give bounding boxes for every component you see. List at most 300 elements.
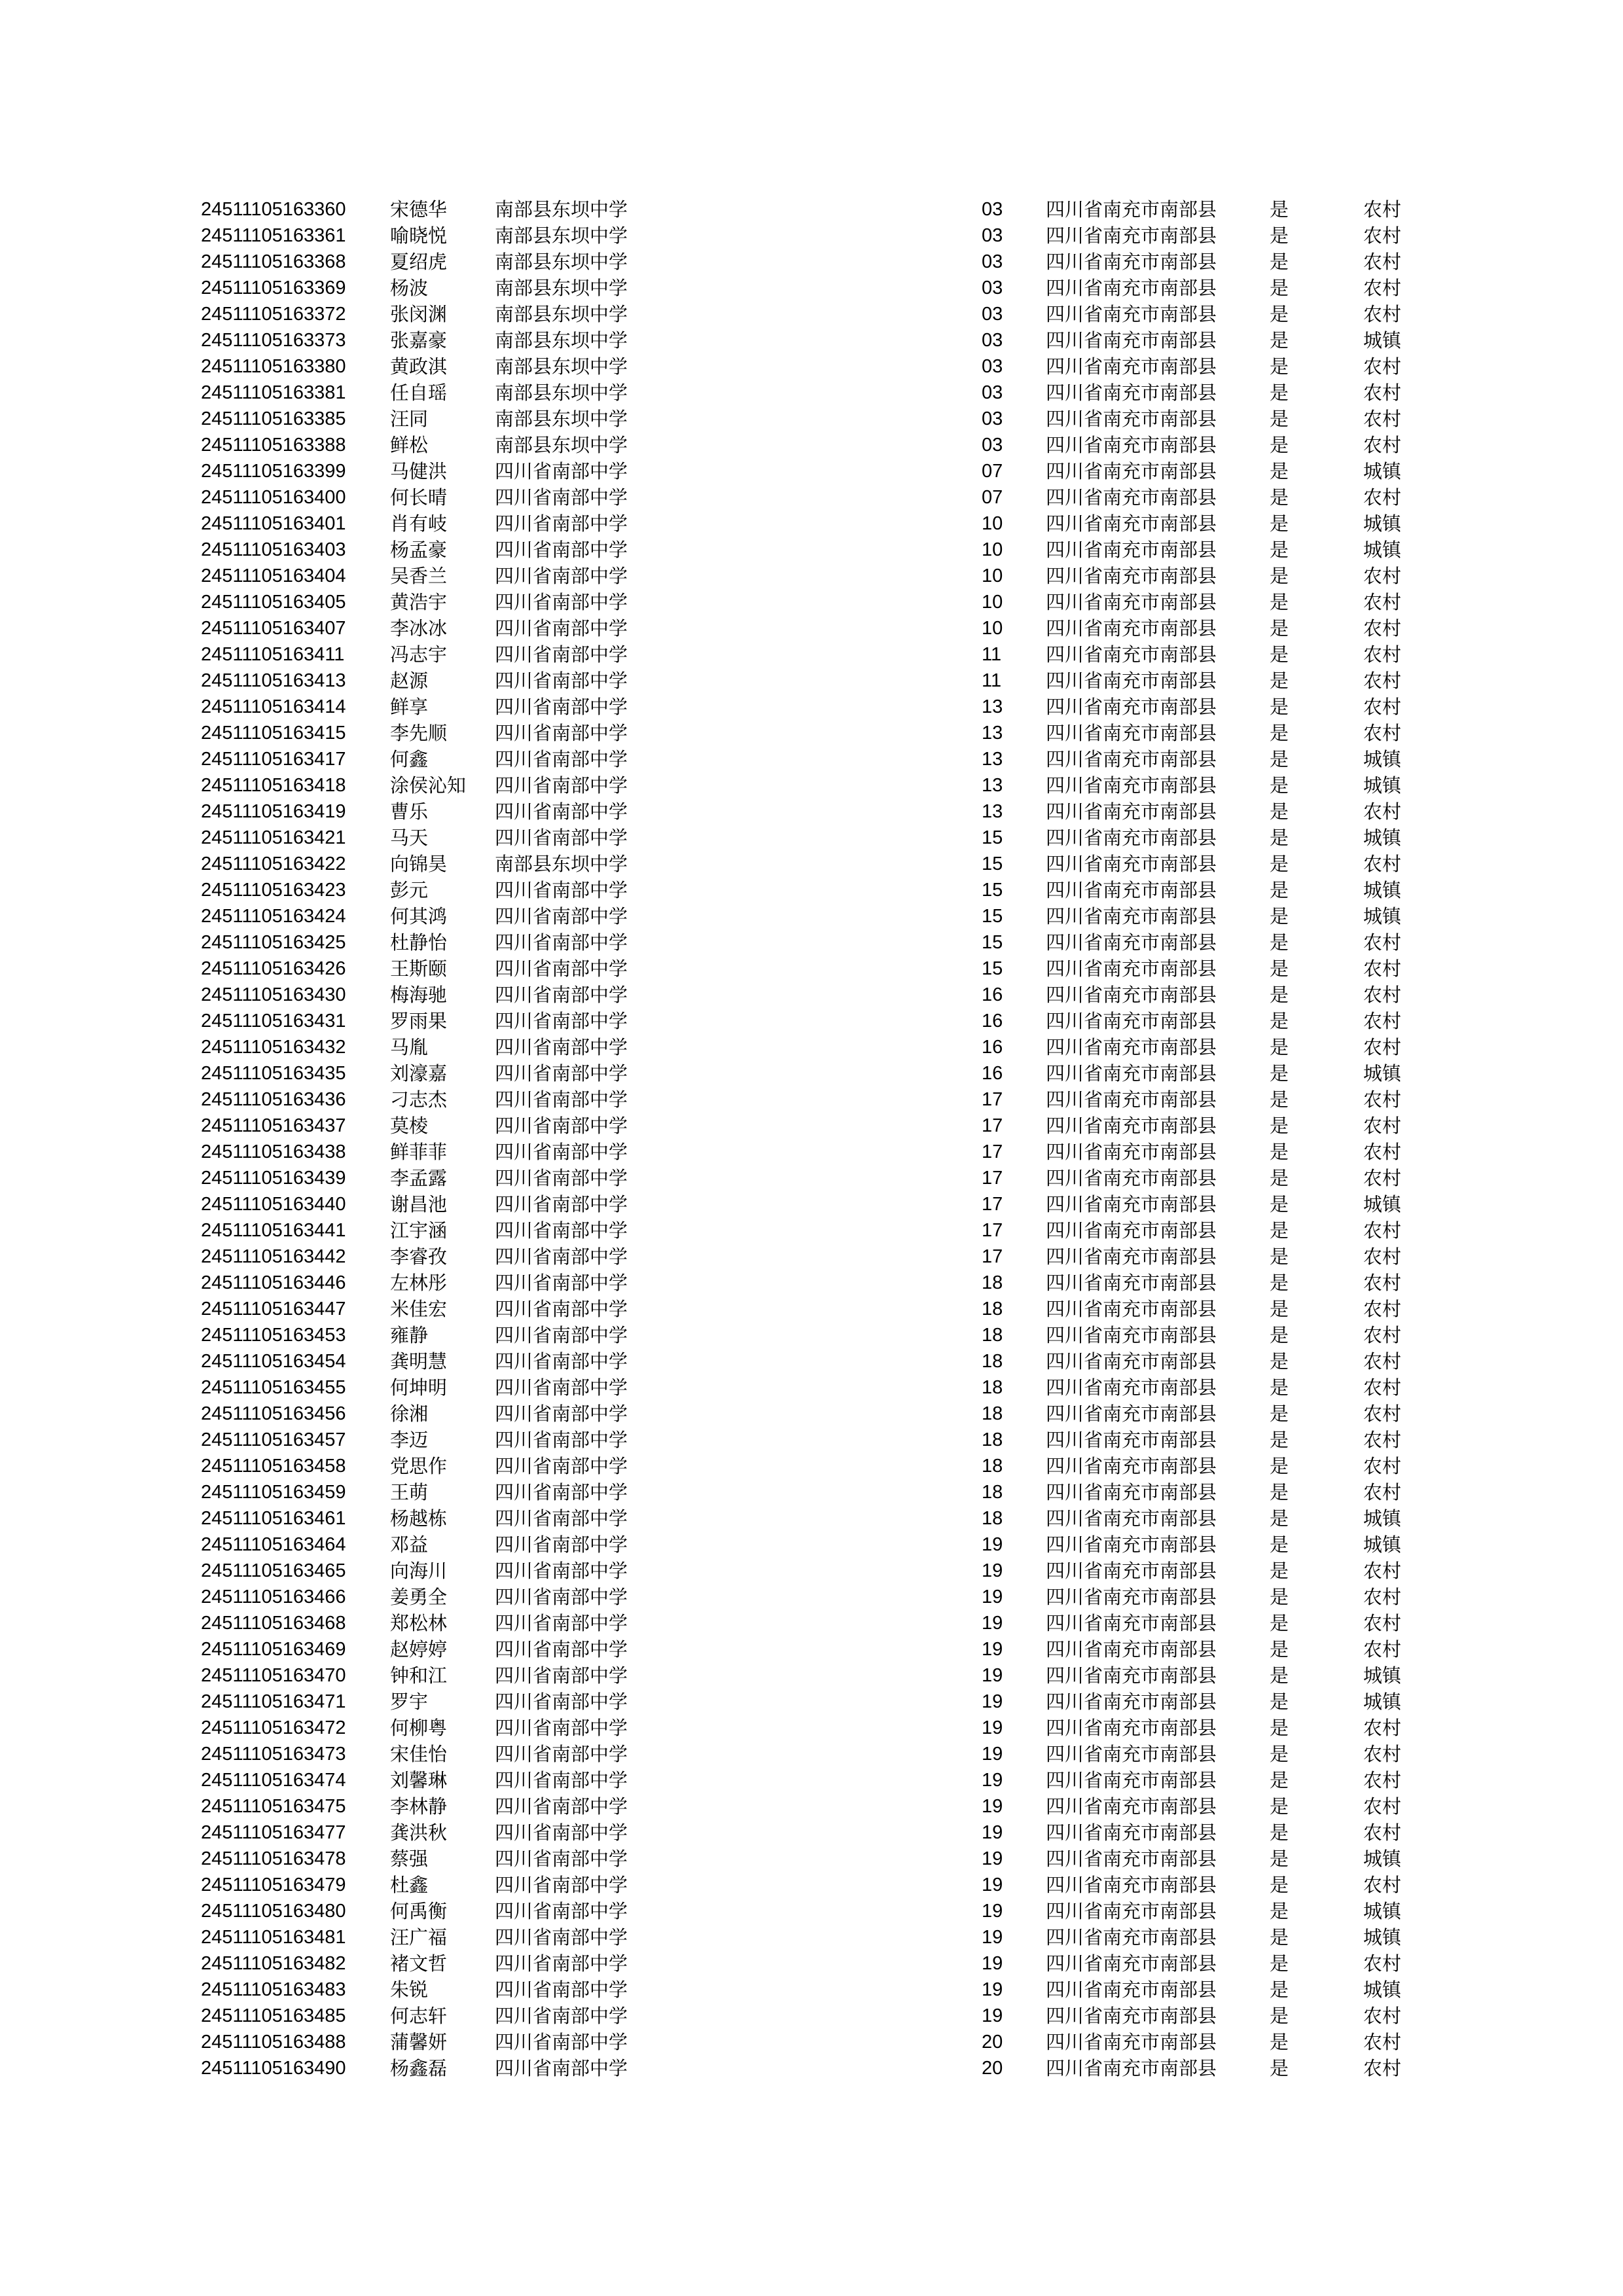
residence-type-cell: 农村	[1363, 1717, 1402, 1739]
table-row	[0, 1610, 1623, 1636]
region-cell: 四川省南充市南部县	[1046, 1036, 1217, 1058]
table-row	[0, 1977, 1623, 2003]
school-name-cell: 四川省南部中学	[495, 1246, 628, 1268]
table-row	[0, 1113, 1623, 1139]
table-row	[0, 1950, 1623, 1977]
student-name-cell: 赵源	[390, 670, 429, 692]
flag-cell: 是	[1270, 434, 1289, 456]
region-cell: 四川省南充市南部县	[1046, 1979, 1217, 2001]
region-cell: 四川省南充市南部县	[1046, 905, 1217, 927]
residence-type-cell: 农村	[1363, 408, 1402, 430]
region-cell: 四川省南充市南部县	[1046, 591, 1217, 613]
student-id-cell: 24511105163474	[201, 1770, 346, 1791]
flag-cell: 是	[1270, 643, 1289, 666]
residence-type-cell: 城镇	[1363, 1848, 1402, 1870]
flag-cell: 是	[1270, 696, 1289, 718]
region-cell: 四川省南充市南部县	[1046, 1429, 1217, 1451]
region-cell: 四川省南充市南部县	[1046, 1141, 1217, 1163]
student-id-cell: 24511105163423	[201, 880, 346, 901]
table-row	[0, 327, 1623, 353]
student-id-cell: 24511105163442	[201, 1246, 346, 1267]
student-name-cell: 杨越栋	[390, 1507, 448, 1530]
student-id-cell: 24511105163477	[201, 1822, 346, 1843]
school-name-cell: 四川省南部中学	[495, 1088, 628, 1111]
table-row	[0, 537, 1623, 563]
student-id-cell: 24511105163482	[201, 1953, 346, 1974]
school-name-cell: 四川省南部中学	[495, 670, 628, 692]
table-row	[0, 956, 1623, 982]
flag-cell: 是	[1270, 1795, 1289, 1818]
school-name-cell: 南部县东坝中学	[495, 251, 628, 273]
table-row	[0, 1008, 1623, 1034]
student-name-cell: 张闵渊	[390, 303, 448, 325]
residence-type-cell: 农村	[1363, 224, 1402, 247]
class-number-cell: 15	[982, 827, 1003, 848]
flag-cell: 是	[1270, 774, 1289, 797]
student-name-cell: 钟和江	[390, 1664, 448, 1687]
table-row	[0, 929, 1623, 956]
region-cell: 四川省南充市南部县	[1046, 931, 1217, 954]
flag-cell: 是	[1270, 800, 1289, 823]
student-id-cell: 24511105163459	[201, 1482, 346, 1503]
school-name-cell: 四川省南部中学	[495, 696, 628, 718]
flag-cell: 是	[1270, 251, 1289, 273]
region-cell: 四川省南充市南部县	[1046, 853, 1217, 875]
school-name-cell: 四川省南部中学	[495, 460, 628, 482]
student-id-cell: 24511105163464	[201, 1534, 346, 1555]
residence-type-cell: 农村	[1363, 853, 1402, 875]
region-cell: 四川省南充市南部县	[1046, 1010, 1217, 1032]
school-name-cell: 四川省南部中学	[495, 1507, 628, 1530]
school-name-cell: 四川省南部中学	[495, 800, 628, 823]
school-name-cell: 四川省南部中学	[495, 1612, 628, 1634]
student-name-cell: 涂侯沁知	[390, 774, 467, 797]
student-name-cell: 何鑫	[390, 748, 429, 770]
student-id-cell: 24511105163488	[201, 2032, 346, 2053]
student-name-cell: 肖有岐	[390, 512, 448, 535]
flag-cell: 是	[1270, 617, 1289, 639]
flag-cell: 是	[1270, 1167, 1289, 1189]
student-name-cell: 曹乐	[390, 800, 429, 823]
student-name-cell: 徐湘	[390, 1403, 429, 1425]
flag-cell: 是	[1270, 1717, 1289, 1739]
region-cell: 四川省南充市南部县	[1046, 1821, 1217, 1844]
flag-cell: 是	[1270, 984, 1289, 1006]
residence-type-cell: 农村	[1363, 1429, 1402, 1451]
region-cell: 四川省南充市南部县	[1046, 1952, 1217, 1975]
class-number-cell: 13	[982, 749, 1003, 770]
region-cell: 四川省南充市南部县	[1046, 1193, 1217, 1215]
school-name-cell: 四川省南部中学	[495, 1691, 628, 1713]
flag-cell: 是	[1270, 460, 1289, 482]
region-cell: 四川省南充市南部县	[1046, 303, 1217, 325]
table-row	[0, 772, 1623, 798]
table-row	[0, 1636, 1623, 1662]
student-name-cell: 鲜菲菲	[390, 1141, 448, 1163]
class-number-cell: 19	[982, 1979, 1003, 2000]
class-number-cell: 15	[982, 880, 1003, 901]
flag-cell: 是	[1270, 2057, 1289, 2079]
student-name-cell: 李冰冰	[390, 617, 448, 639]
student-name-cell: 谢昌池	[390, 1193, 448, 1215]
student-name-cell: 冯志宇	[390, 643, 448, 666]
table-row	[0, 1217, 1623, 1244]
residence-type-cell: 农村	[1363, 1952, 1402, 1975]
school-name-cell: 四川省南部中学	[495, 1272, 628, 1294]
class-number-cell: 10	[982, 539, 1003, 560]
class-number-cell: 10	[982, 565, 1003, 586]
student-id-cell: 24511105163481	[201, 1927, 346, 1948]
residence-type-cell: 城镇	[1363, 774, 1402, 797]
student-id-cell: 24511105163435	[201, 1063, 346, 1084]
school-name-cell: 南部县东坝中学	[495, 408, 628, 430]
class-number-cell: 17	[982, 1115, 1003, 1136]
residence-type-cell: 农村	[1363, 1141, 1402, 1163]
class-number-cell: 18	[982, 1325, 1003, 1346]
flag-cell: 是	[1270, 591, 1289, 613]
flag-cell: 是	[1270, 1743, 1289, 1765]
student-id-cell: 24511105163399	[201, 461, 346, 482]
student-id-cell: 24511105163456	[201, 1403, 346, 1424]
student-name-cell: 梅海驰	[390, 984, 448, 1006]
flag-cell: 是	[1270, 1219, 1289, 1242]
region-cell: 四川省南充市南部县	[1046, 486, 1217, 509]
student-name-cell: 张嘉豪	[390, 329, 448, 351]
flag-cell: 是	[1270, 879, 1289, 901]
student-name-cell: 汪广福	[390, 1926, 448, 1948]
class-number-cell: 03	[982, 278, 1003, 298]
flag-cell: 是	[1270, 408, 1289, 430]
region-cell: 四川省南充市南部县	[1046, 512, 1217, 535]
table-row	[0, 694, 1623, 720]
school-name-cell: 南部县东坝中学	[495, 434, 628, 456]
student-name-cell: 向海川	[390, 1560, 448, 1582]
student-name-cell: 郑松林	[390, 1612, 448, 1634]
table-row	[0, 1767, 1623, 1793]
residence-type-cell: 农村	[1363, 1455, 1402, 1477]
school-name-cell: 四川省南部中学	[495, 1952, 628, 1975]
table-row	[0, 1558, 1623, 1584]
residence-type-cell: 农村	[1363, 800, 1402, 823]
class-number-cell: 18	[982, 1299, 1003, 1319]
table-row	[0, 380, 1623, 406]
flag-cell: 是	[1270, 1298, 1289, 1320]
class-number-cell: 15	[982, 932, 1003, 953]
residence-type-cell: 农村	[1363, 1481, 1402, 1503]
flag-cell: 是	[1270, 853, 1289, 875]
region-cell: 四川省南充市南部县	[1046, 1403, 1217, 1425]
student-name-cell: 雍静	[390, 1324, 429, 1346]
student-id-cell: 24511105163401	[201, 513, 346, 534]
residence-type-cell: 农村	[1363, 1769, 1402, 1791]
class-number-cell: 18	[982, 1508, 1003, 1529]
student-name-cell: 杨波	[390, 277, 429, 299]
student-id-cell: 24511105163440	[201, 1194, 346, 1215]
student-id-cell: 24511105163400	[201, 487, 346, 508]
residence-type-cell: 农村	[1363, 1560, 1402, 1582]
region-cell: 四川省南充市南部县	[1046, 958, 1217, 980]
flag-cell: 是	[1270, 1036, 1289, 1058]
student-name-cell: 何长晴	[390, 486, 448, 509]
student-name-cell: 宋德华	[390, 198, 448, 221]
region-cell: 四川省南充市南部县	[1046, 879, 1217, 901]
residence-type-cell: 农村	[1363, 2057, 1402, 2079]
school-name-cell: 四川省南部中学	[495, 617, 628, 639]
school-name-cell: 四川省南部中学	[495, 539, 628, 561]
table-row	[0, 301, 1623, 327]
table-row	[0, 641, 1623, 668]
flag-cell: 是	[1270, 1979, 1289, 2001]
residence-type-cell: 城镇	[1363, 512, 1402, 535]
table-row	[0, 1322, 1623, 1348]
school-name-cell: 四川省南部中学	[495, 1010, 628, 1032]
student-name-cell: 何坤明	[390, 1376, 448, 1399]
table-row	[0, 484, 1623, 511]
student-id-cell: 24511105163425	[201, 932, 346, 953]
school-name-cell: 四川省南部中学	[495, 984, 628, 1006]
region-cell: 四川省南充市南部县	[1046, 1219, 1217, 1242]
residence-type-cell: 城镇	[1363, 905, 1402, 927]
school-name-cell: 四川省南部中学	[495, 1821, 628, 1844]
student-name-cell: 何志轩	[390, 2005, 448, 2027]
class-number-cell: 03	[982, 304, 1003, 325]
table-row	[0, 275, 1623, 301]
student-name-cell: 何禹衡	[390, 1900, 448, 1922]
student-id-cell: 24511105163432	[201, 1037, 346, 1058]
school-name-cell: 四川省南部中学	[495, 1036, 628, 1058]
student-name-cell: 王斯颐	[390, 958, 448, 980]
school-name-cell: 南部县东坝中学	[495, 198, 628, 221]
school-name-cell: 四川省南部中学	[495, 2031, 628, 2053]
student-name-cell: 邓益	[390, 1534, 429, 1556]
flag-cell: 是	[1270, 1848, 1289, 1870]
flag-cell: 是	[1270, 1926, 1289, 1948]
student-id-cell: 24511105163369	[201, 278, 346, 298]
class-number-cell: 17	[982, 1194, 1003, 1215]
student-id-cell: 24511105163455	[201, 1377, 346, 1398]
flag-cell: 是	[1270, 1376, 1289, 1399]
region-cell: 四川省南充市南部县	[1046, 1324, 1217, 1346]
table-row	[0, 1244, 1623, 1270]
flag-cell: 是	[1270, 1638, 1289, 1660]
student-id-cell: 24511105163457	[201, 1429, 346, 1450]
flag-cell: 是	[1270, 1481, 1289, 1503]
region-cell: 四川省南充市南部县	[1046, 1376, 1217, 1399]
class-number-cell: 03	[982, 225, 1003, 246]
school-name-cell: 四川省南部中学	[495, 1403, 628, 1425]
student-id-cell: 24511105163372	[201, 304, 346, 325]
student-id-cell: 24511105163430	[201, 984, 346, 1005]
region-cell: 四川省南充市南部县	[1046, 1795, 1217, 1818]
class-number-cell: 19	[982, 1613, 1003, 1634]
student-id-cell: 24511105163415	[201, 723, 346, 744]
table-row	[0, 511, 1623, 537]
residence-type-cell: 农村	[1363, 1036, 1402, 1058]
school-name-cell: 南部县东坝中学	[495, 382, 628, 404]
table-row	[0, 746, 1623, 772]
flag-cell: 是	[1270, 1455, 1289, 1477]
region-cell: 四川省南充市南部县	[1046, 408, 1217, 430]
class-number-cell: 18	[982, 1377, 1003, 1398]
student-id-cell: 24511105163461	[201, 1508, 346, 1529]
residence-type-cell: 农村	[1363, 565, 1402, 587]
table-row	[0, 1505, 1623, 1532]
school-name-cell: 四川省南部中学	[495, 565, 628, 587]
student-name-cell: 党思作	[390, 1455, 448, 1477]
residence-type-cell: 城镇	[1363, 1062, 1402, 1085]
table-row	[0, 1689, 1623, 1715]
class-number-cell: 19	[982, 1691, 1003, 1712]
residence-type-cell: 农村	[1363, 696, 1402, 718]
student-id-cell: 24511105163439	[201, 1168, 346, 1189]
student-name-cell: 杜鑫	[390, 1874, 429, 1896]
student-id-cell: 24511105163421	[201, 827, 346, 848]
student-id-cell: 24511105163469	[201, 1639, 346, 1660]
region-cell: 四川省南充市南部县	[1046, 1272, 1217, 1294]
school-name-cell: 四川省南部中学	[495, 1586, 628, 1608]
region-cell: 四川省南充市南部县	[1046, 1638, 1217, 1660]
residence-type-cell: 农村	[1363, 277, 1402, 299]
table-row	[0, 1296, 1623, 1322]
school-name-cell: 四川省南部中学	[495, 1769, 628, 1791]
flag-cell: 是	[1270, 1952, 1289, 1975]
table-row	[0, 1270, 1623, 1296]
school-name-cell: 四川省南部中学	[495, 486, 628, 509]
flag-cell: 是	[1270, 905, 1289, 927]
student-name-cell: 李迈	[390, 1429, 429, 1451]
table-row	[0, 406, 1623, 432]
region-cell: 四川省南充市南部县	[1046, 1560, 1217, 1582]
region-cell: 四川省南充市南部县	[1046, 1926, 1217, 1948]
school-name-cell: 四川省南部中学	[495, 958, 628, 980]
student-id-cell: 24511105163472	[201, 1717, 346, 1738]
table-row	[0, 1191, 1623, 1217]
class-number-cell: 15	[982, 958, 1003, 979]
flag-cell: 是	[1270, 1612, 1289, 1634]
residence-type-cell: 农村	[1363, 1612, 1402, 1634]
table-row	[0, 196, 1623, 223]
class-number-cell: 03	[982, 382, 1003, 403]
flag-cell: 是	[1270, 1350, 1289, 1372]
student-name-cell: 褚文哲	[390, 1952, 448, 1975]
residence-type-cell: 农村	[1363, 2031, 1402, 2053]
table-row	[0, 1532, 1623, 1558]
residence-type-cell: 农村	[1363, 303, 1402, 325]
student-name-cell: 刘濠嘉	[390, 1062, 448, 1085]
flag-cell: 是	[1270, 722, 1289, 744]
residence-type-cell: 城镇	[1363, 1534, 1402, 1556]
table-row	[0, 223, 1623, 249]
class-number-cell: 18	[982, 1482, 1003, 1503]
region-cell: 四川省南充市南部县	[1046, 1246, 1217, 1268]
residence-type-cell: 农村	[1363, 434, 1402, 456]
residence-type-cell: 农村	[1363, 486, 1402, 509]
student-name-cell: 左林彤	[390, 1272, 448, 1294]
residence-type-cell: 农村	[1363, 1821, 1402, 1844]
school-name-cell: 四川省南部中学	[495, 1429, 628, 1451]
school-name-cell: 四川省南部中学	[495, 1219, 628, 1242]
class-number-cell: 16	[982, 984, 1003, 1005]
school-name-cell: 四川省南部中学	[495, 1874, 628, 1896]
table-row	[0, 1165, 1623, 1191]
region-cell: 四川省南充市南部县	[1046, 670, 1217, 692]
student-id-cell: 24511105163381	[201, 382, 346, 403]
class-number-cell: 19	[982, 1770, 1003, 1791]
school-name-cell: 四川省南部中学	[495, 591, 628, 613]
school-name-cell: 四川省南部中学	[495, 1900, 628, 1922]
school-name-cell: 四川省南部中学	[495, 1062, 628, 1085]
class-number-cell: 07	[982, 461, 1003, 482]
table-row	[0, 903, 1623, 929]
school-name-cell: 四川省南部中学	[495, 1795, 628, 1818]
school-name-cell: 四川省南部中学	[495, 1534, 628, 1556]
class-number-cell: 18	[982, 1429, 1003, 1450]
table-row	[0, 432, 1623, 458]
student-name-cell: 彭元	[390, 879, 429, 901]
residence-type-cell: 农村	[1363, 1586, 1402, 1608]
class-number-cell: 19	[982, 1587, 1003, 1607]
table-row	[0, 2029, 1623, 2055]
table-row	[0, 1034, 1623, 1060]
class-number-cell: 20	[982, 2058, 1003, 2079]
student-id-cell: 24511105163468	[201, 1613, 346, 1634]
school-name-cell: 四川省南部中学	[495, 827, 628, 849]
region-cell: 四川省南充市南部县	[1046, 1664, 1217, 1687]
student-name-cell: 向锦昊	[390, 853, 448, 875]
student-name-cell: 赵婷婷	[390, 1638, 448, 1660]
student-list-table	[0, 196, 1623, 2081]
region-cell: 四川省南充市南部县	[1046, 2005, 1217, 2027]
flag-cell: 是	[1270, 486, 1289, 509]
table-row	[0, 2055, 1623, 2081]
table-row	[0, 720, 1623, 746]
flag-cell: 是	[1270, 1403, 1289, 1425]
residence-type-cell: 农村	[1363, 1298, 1402, 1320]
flag-cell: 是	[1270, 1586, 1289, 1608]
student-id-cell: 24511105163473	[201, 1744, 346, 1765]
student-id-cell: 24511105163483	[201, 1979, 346, 2000]
class-number-cell: 19	[982, 1665, 1003, 1686]
school-name-cell: 四川省南部中学	[495, 2057, 628, 2079]
student-id-cell: 24511105163373	[201, 330, 346, 351]
table-row	[0, 1139, 1623, 1165]
student-id-cell: 24511105163480	[201, 1901, 346, 1922]
residence-type-cell: 农村	[1363, 382, 1402, 404]
school-name-cell: 四川省南部中学	[495, 1979, 628, 2001]
student-name-cell: 黄浩宇	[390, 591, 448, 613]
school-name-cell: 四川省南部中学	[495, 1664, 628, 1687]
student-id-cell: 24511105163441	[201, 1220, 346, 1241]
student-name-cell: 李林静	[390, 1795, 448, 1818]
student-id-cell: 24511105163405	[201, 592, 346, 613]
region-cell: 四川省南充市南部县	[1046, 1507, 1217, 1530]
region-cell: 四川省南充市南部县	[1046, 251, 1217, 273]
student-id-cell: 24511105163466	[201, 1587, 346, 1607]
student-name-cell: 杨鑫磊	[390, 2057, 448, 2079]
residence-type-cell: 农村	[1363, 1743, 1402, 1765]
school-name-cell: 四川省南部中学	[495, 1717, 628, 1739]
class-number-cell: 16	[982, 1011, 1003, 1031]
residence-type-cell: 农村	[1363, 198, 1402, 221]
table-row	[0, 1924, 1623, 1950]
class-number-cell: 19	[982, 1874, 1003, 1895]
class-number-cell: 18	[982, 1351, 1003, 1372]
table-row	[0, 1872, 1623, 1898]
flag-cell: 是	[1270, 1010, 1289, 1032]
region-cell: 四川省南充市南部县	[1046, 1900, 1217, 1922]
flag-cell: 是	[1270, 1560, 1289, 1582]
student-name-cell: 李孟露	[390, 1167, 448, 1189]
